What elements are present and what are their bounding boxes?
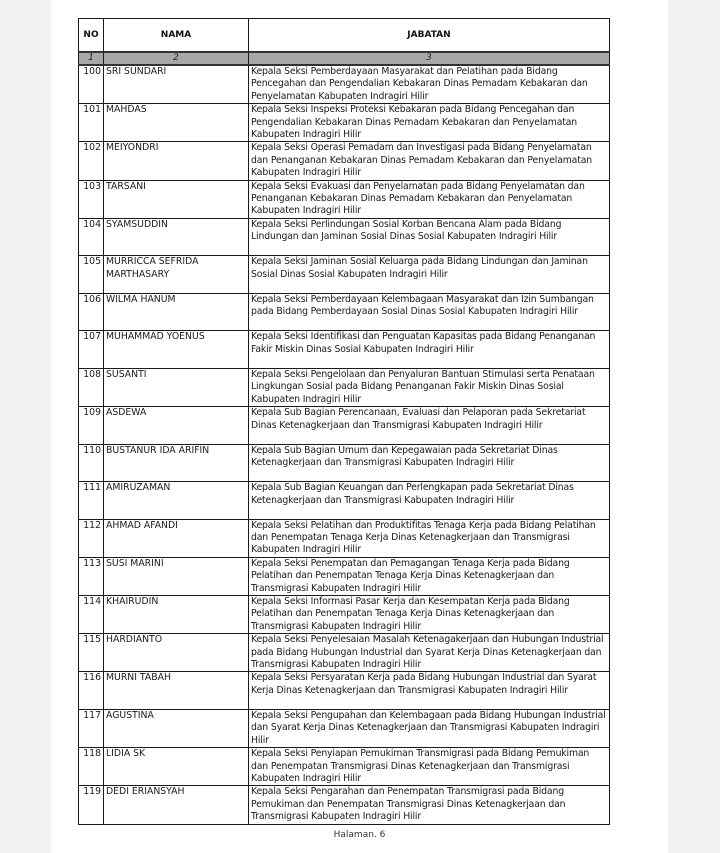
table-row	[79, 596, 610, 634]
table-row	[79, 256, 610, 294]
cell-no: 101	[79, 104, 104, 142]
table-row	[79, 142, 610, 180]
cell-jabatan: Kepala Seksi Inspeksi Proteksi Kebakaran pada Bidang Pencegahan dan Pengendalian Kebakaran Dinas Pemadam Kebakaran dan Penyelamatan Kabupaten Indragiri Hilir	[249, 104, 610, 142]
cell-nama: AGUSTINA	[104, 709, 249, 747]
cell-nama: ASDEWA	[104, 407, 249, 445]
cell-no: 111	[79, 482, 104, 520]
table-row	[79, 482, 610, 520]
table-row	[79, 104, 610, 142]
cell-no: 117	[79, 709, 104, 747]
cell-jabatan: Kepala Seksi Persyaratan Kerja pada Bidang Hubungan Industrial dan Syarat Kerja Dinas Ketenagkerjaan dan Transmigrasi Kabupaten Indragiri Hilir	[249, 672, 610, 710]
table-row	[79, 368, 610, 406]
table-row	[79, 407, 610, 445]
cell-no: 107	[79, 331, 104, 369]
table-row	[79, 331, 610, 369]
cell-jabatan: Kepala Sub Bagian Keuangan dan Perlengkapan pada Sekretariat Dinas Ketenagkerjaan dan Transmigrasi Kabupaten Indragiri Hilir	[249, 482, 610, 520]
table-header-row	[79, 19, 610, 53]
cell-nama: MURNI TABAH	[104, 672, 249, 710]
table-row	[79, 65, 610, 104]
cell-nama: WILMA HANUM	[104, 293, 249, 331]
cell-no: 100	[79, 65, 104, 104]
table-row	[79, 709, 610, 747]
cell-jabatan: Kepala Seksi Evakuasi dan Penyelamatan pada Bidang Penyelamatan dan Penanganan Kebakaran Dinas Pemadam Kebakaran dan Penyelamatan Kabupaten Indragiri Hilir	[249, 180, 610, 218]
cell-nama: BUSTANUR IDA ARIFIN	[104, 444, 249, 482]
cell-no: 110	[79, 444, 104, 482]
cell-jabatan: Kepala Seksi Operasi Pemadam dan Investigasi pada Bidang Penyelamatan dan Penanganan Kebakaran Dinas Pemadam Kebakaran dan Penyelamatan Kabupaten Indragiri Hilir	[249, 142, 610, 180]
table-row	[79, 293, 610, 331]
cell-jabatan: Kepala Seksi Pemberdayaan Kelembagaan Masyarakat dan Izin Sumbangan pada Bidang Pemberdayaan Sosial Dinas Sosial Kabupaten Indragiri Hilir	[249, 293, 610, 331]
cell-nama: SRI SUNDARI	[104, 65, 249, 104]
cell-no: 106	[79, 293, 104, 331]
column-index-row	[79, 52, 610, 65]
cell-no: 116	[79, 672, 104, 710]
cell-nama: DEDI ERIANSYAH	[104, 786, 249, 824]
header-no: NO	[79, 19, 104, 53]
cell-no: 112	[79, 519, 104, 557]
cell-no: 119	[79, 786, 104, 824]
cell-jabatan: Kepala Seksi Penempatan dan Pemagangan Tenaga Kerja pada Bidang Pelatihan dan Penempatan Tenaga Kerja Dinas Ketenagkerjaan dan Transmigrasi Kabupaten Indragiri Hilir	[249, 557, 610, 595]
table-row	[79, 180, 610, 218]
cell-jabatan: Kepala Seksi Pemberdayaan Masyarakat dan Pelatihan pada Bidang Pencegahan dan Pengendalian Kebakaran Dinas Pemadam Kebakaran dan Penyelamatan Kabupaten Indragiri Hilir	[249, 65, 610, 104]
table-row	[79, 786, 610, 824]
page-number: Halaman. 6	[333, 830, 386, 840]
cell-nama: AMIRUZAMAN	[104, 482, 249, 520]
cell-no: 115	[79, 634, 104, 672]
cell-jabatan: Kepala Seksi Perlindungan Sosial Korban Bencana Alam pada Bidang Lindungan dan Jaminan Sosial Dinas Sosial Kabupaten Indragiri Hilir	[249, 218, 610, 256]
cell-no: 109	[79, 407, 104, 445]
cell-jabatan: Kepala Seksi Penyelesaian Masalah Ketenagakerjaan dan Hubungan Industrial pada Bidang Hubungan Industrial dan Syarat Kerja Dinas Ketenagkerjaan dan Transmigrasi Kabupaten Indragiri Hilir	[249, 634, 610, 672]
table-row	[79, 444, 610, 482]
cell-nama: MEIYONDRI	[104, 142, 249, 180]
cell-nama: MAHDAS	[104, 104, 249, 142]
table-row	[79, 519, 610, 557]
header-nama: NAMA	[104, 19, 249, 53]
table-row	[79, 218, 610, 256]
table-row	[79, 634, 610, 672]
table-row	[79, 557, 610, 595]
cell-nama: AHMAD AFANDI	[104, 519, 249, 557]
cell-nama: KHAIRUDIN	[104, 596, 249, 634]
cell-no: 103	[79, 180, 104, 218]
index-nama: 2	[104, 52, 249, 65]
header-jabatan: JABATAN	[249, 19, 610, 53]
cell-nama: SUSI MARINI	[104, 557, 249, 595]
cell-no: 113	[79, 557, 104, 595]
cell-no: 102	[79, 142, 104, 180]
index-jabatan: 3	[249, 52, 610, 65]
cell-no: 104	[79, 218, 104, 256]
index-no: 1	[79, 52, 104, 65]
cell-no: 105	[79, 256, 104, 294]
cell-jabatan: Kepala Seksi Pengupahan dan Kelembagaan pada Bidang Hubungan Industrial dan Syarat Kerja Dinas Ketenagkerjaan dan Transmigrasi Kabupaten Indragiri Hilir	[249, 709, 610, 747]
cell-no: 114	[79, 596, 104, 634]
cell-jabatan: Kepala Seksi Penyiapan Pemukiman Transmigrasi pada Bidang Pemukiman dan Penempatan Transmigrasi Dinas Ketenagkerjaan dan Transmigrasi Kabupaten Indragiri Hilir	[249, 748, 610, 786]
table-row	[79, 748, 610, 786]
cell-no: 118	[79, 748, 104, 786]
cell-nama: MUHAMMAD YOENUS	[104, 331, 249, 369]
cell-jabatan: Kepala Seksi Pengelolaan dan Penyaluran Bantuan Stimulasi serta Penataan Lingkungan Sosial pada Bidang Penanganan Fakir Miskin Dinas Sosial Kabupaten Indragiri Hilir	[249, 368, 610, 406]
cell-jabatan: Kepala Seksi Pengarahan dan Penempatan Transmigrasi pada Bidang Pemukiman dan Penempatan Transmigrasi Dinas Ketenagkerjaan dan Transmigrasi Kabupaten Indragiri Hilir	[249, 786, 610, 824]
cell-no: 108	[79, 368, 104, 406]
cell-jabatan: Kepala Seksi Informasi Pasar Kerja dan Kesempatan Kerja pada Bidang Pelatihan dan Penempatan Tenaga Kerja Dinas Ketenagkerjaan dan Transmigrasi Kabupaten Indragiri Hilir	[249, 596, 610, 634]
cell-jabatan: Kepala Sub Bagian Perencanaan, Evaluasi dan Pelaporan pada Sekretariat Dinas Ketenagkerjaan dan Transmigrasi Kabupaten Indragiri Hilir	[249, 407, 610, 445]
officials-table	[78, 18, 610, 825]
cell-nama: SYAMSUDDIN	[104, 218, 249, 256]
cell-jabatan: Kepala Sub Bagian Umum dan Kepegawaian pada Sekretariat Dinas Ketenagkerjaan dan Transmigrasi Kabupaten Indragiri Hilir	[249, 444, 610, 482]
cell-jabatan: Kepala Seksi Identifikasi dan Penguatan Kapasitas pada Bidang Penanganan Fakir Miskin Dinas Sosial Kabupaten Indragiri Hilir	[249, 331, 610, 369]
document-page	[51, 0, 668, 853]
cell-jabatan: Kepala Seksi Jaminan Sosial Keluarga pada Bidang Lindungan dan Jaminan Sosial Dinas Sosial Kabupaten Indragiri Hilir	[249, 256, 610, 294]
table-row	[79, 672, 610, 710]
cell-nama: LIDIA SK	[104, 748, 249, 786]
cell-nama: HARDIANTO	[104, 634, 249, 672]
cell-nama: TARSANI	[104, 180, 249, 218]
cell-jabatan: Kepala Seksi Pelatihan dan Produktifitas Tenaga Kerja pada Bidang Pelatihan dan Penempatan Tenaga Kerja Dinas Ketenagkerjaan dan Transmigrasi Kabupaten Indragiri Hilir	[249, 519, 610, 557]
cell-nama: MURRICCA SEFRIDA MARTHASARY	[104, 256, 249, 294]
cell-nama: SUSANTI	[104, 368, 249, 406]
